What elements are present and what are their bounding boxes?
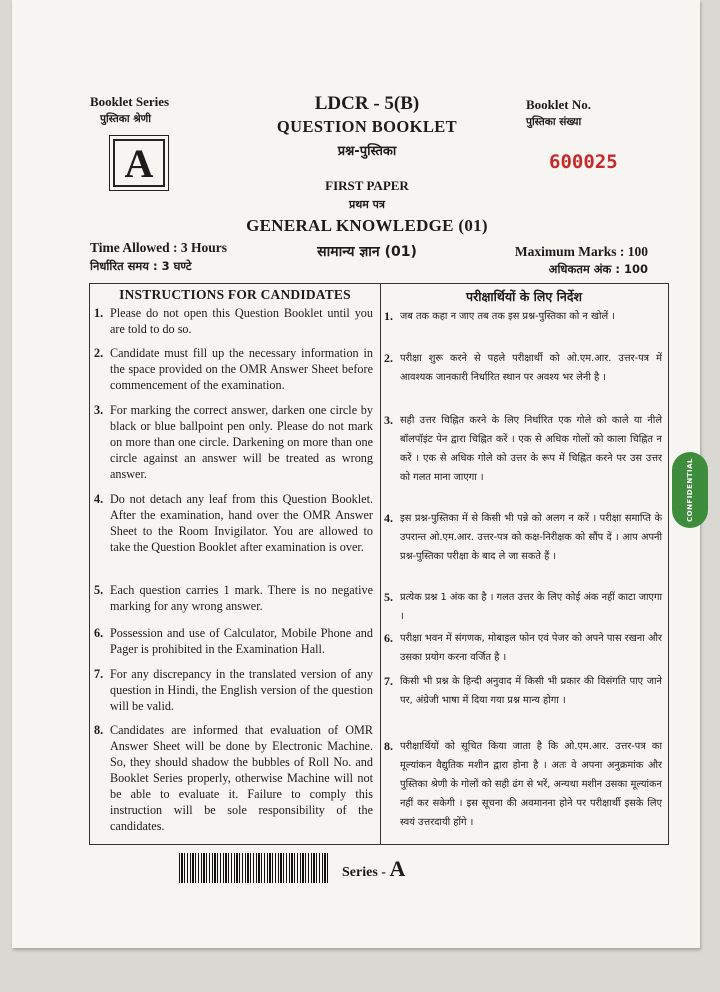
confidential-seal — [672, 452, 708, 528]
booklet-title: QUESTION BOOKLET — [276, 117, 458, 136]
booklet-no-label: Booklet No. — [526, 97, 591, 112]
instructions-heading-hindi: परीक्षार्थियों के लिए निर्देश — [466, 289, 582, 304]
time-allowed-hindi: निर्धारित समय : 3 घण्टे — [90, 259, 192, 273]
booklet-series-label-hindi: पुस्तिका श्रेणी — [100, 113, 151, 125]
barcode-image — [179, 853, 329, 883]
booklet-series-value: A — [113, 139, 165, 187]
booklet-series-box — [109, 135, 169, 191]
confidential-seal-text: CONFIDENTIAL — [686, 457, 695, 523]
series-footer-label: Series - — [342, 865, 390, 880]
time-allowed: Time Allowed : 3 Hours — [90, 240, 228, 255]
maximum-marks: Maximum Marks : 100 — [514, 244, 648, 259]
booklet-code: LDCR - 5(B) — [314, 93, 420, 114]
booklet-no-label-hindi: पुस्तिका संख्या — [526, 116, 582, 128]
booklet-series-label: Booklet Series — [90, 94, 170, 109]
subject-title-hindi: सामान्य ज्ञान (01) — [317, 244, 417, 260]
booklet-title-hindi: प्रश्न-पुस्तिका — [337, 144, 397, 159]
instructions-box: INSTRUCTIONS FOR CANDIDATES परीक्षार्थियों के लिए निर्देश 1. Please do not open this Question Booklet until you are told to do so. 2. Candidate must fill up the necessary information in the space provided on the OMR Answer Sheet before commencement of the examination. 3. For marking the correct answer, darken one circle by black or blue ballpoint pen only. Please do not mark on more than one circle. Darkening on more than one circle against an answer will be treated as wrong answer. 4. Do not detach any leaf from this Question Booklet. After the examination, hand over the OMR Answer Sheet to the Room Invigilator. You are allowed to take the Question Booklet after examination is over. 5. Each question carries 1 mark. There is no negative marking for any wrong answer. 6. Possession and use of Calculator, Mobile Phone and Pager is prohibited in the Examination Hall. 7. For any discrepancy in the translated version of any question in Hindi, the English version of the question will be valid. 8. Candidates are informed that evaluation of OMR Answer Sheet will be done by Electronic Machine. So, they should shadow the bubbles of Roll No. and Booklet Series properly, otherwise Machine will not be able to evaluate it. Failure to comply this instruction will be sole responsibility of the candidates. 1. जब तक कहा न जाए तब तक इस प्रश्न-पुस्तिका को न खोलें । 2. परीक्षा शुरू करने से पहले परीक्षार्थी को ओ.एम.आर. उत्तर-पत्र में आवश्यक जानकारी निर्धारित स्थान पर अवश्य भर लेनी है । 3. सही उत्तर चिह्नित करने के लिए निर्धारित एक गोले को काले या नीले बॉलपॉइंट पेन द्वारा चिह्नित करें । एक से अधिक गोलों को काला चिह्नित न करें । एक से अधिक गोले को उत्तर के रूप में चिह्नित करने पर उस उत्तर को गलत माना जाएगा । 4. इस प्रश्न-पुस्तिका में से किसी भी पन्ने को अलग न करें । परीक्षा समाप्ति के उपरान्त ओ.एम.आर. उत्तर-पत्र को कक्ष-निरीक्षक को सौंप दें । आप अपनी प्रश्न-पुस्तिका परीक्षा के बाद ले जा सकते हैं । 5. प्रत्येक प्रश्न 1 अंक का है । गलत उत्तर के लिए कोई अंक नहीं काटा जाएगा । 6. परीक्षा भवन में संगणक, मोबाइल फोन एवं पेजर को अपने पास रखना और उसका प्रयोग करना वर्जित है । 7. किसी भी प्रश्न के हिन्दी अनुवाद में किसी भी प्रकार की विसंगति पाए जाने पर, अंग्रेजी भाषा में दिया गया प्रश्न मान्य होगा । 8. परीक्षार्थियों को सूचित किया जाता है कि ओ.एम.आर. उत्तर-पत्र का मूल्यांकन वैद्युतिक मशीन द्वारा होना है । अतः वे अपना अनुक्रमांक और पुस्तिका श्रेणी के गोलों को सही ढंग से भरें, अन्यथा मशीन उसका मूल्यांकन नहीं कर सकेगी । इस सूचना की अवमानना होने पर परीक्षार्थी इसके लिए स्वयं उत्तरदायी होंगे । — [89, 283, 669, 845]
series-footer — [342, 856, 405, 882]
question-booklet-cover — [12, 0, 700, 948]
instructions-heading-english: INSTRUCTIONS FOR CANDIDATES — [119, 287, 351, 302]
series-footer-value: A — [389, 856, 406, 881]
subject-title: GENERAL KNOWLEDGE (01) — [246, 216, 488, 235]
paper-label: FIRST PAPER — [325, 178, 409, 193]
column-divider — [380, 284, 381, 844]
booklet-number: 600025 — [549, 151, 618, 173]
maximum-marks-hindi: अधिकतम अंक : 100 — [548, 262, 648, 276]
paper-label-hindi: प्रथम पत्र — [348, 198, 385, 211]
